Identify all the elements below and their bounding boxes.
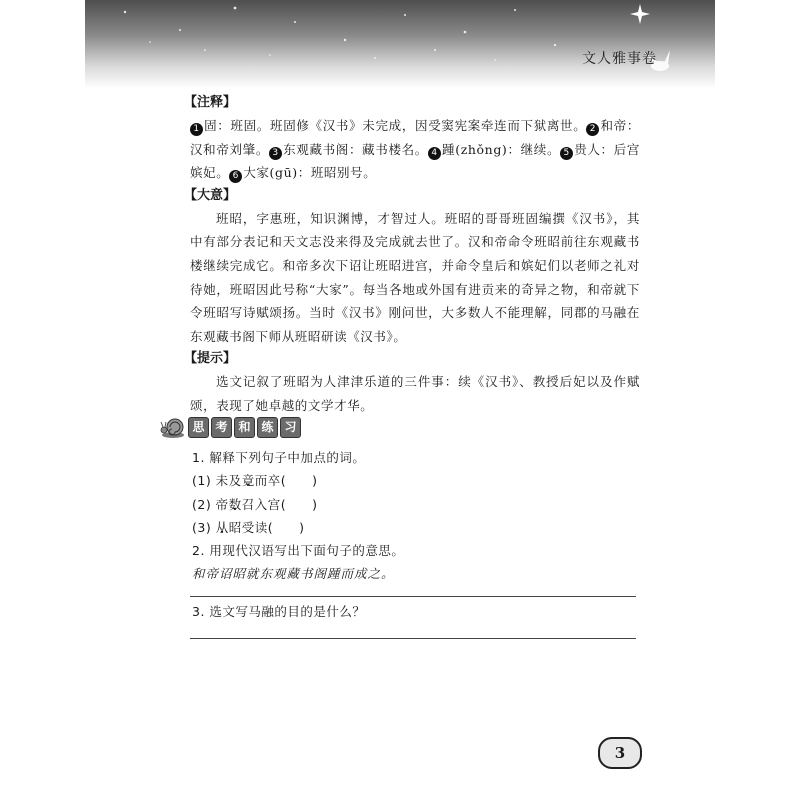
snail-icon (160, 414, 186, 440)
question-1-item-3 (192, 516, 642, 539)
note-number-6: 6 (229, 170, 242, 183)
note-number-4: 4 (428, 147, 441, 160)
note-text: 固：班固。班固修《汉书》未完成，因受窦宪案牵连而下狱离世。 (204, 118, 587, 133)
item-suffix: 召入宫( ) (241, 496, 318, 512)
exercise-banner (160, 412, 301, 442)
question-1-item-2 (192, 493, 642, 516)
question-1: 1. 解释下列句子中加点的词。 (192, 450, 366, 465)
question-2: 2. 用现代汉语写出下面句子的意思。 (192, 543, 405, 559)
notes-list (190, 114, 640, 185)
exercises-section (192, 446, 642, 586)
banner-char: 习 (280, 417, 301, 438)
item-suffix: 而卒( ) (254, 473, 318, 489)
dotted-char: 数 (228, 496, 242, 512)
note-text: 贵人：后宫嫔妃。 (190, 141, 640, 181)
notes-heading: 【注释】 (184, 95, 237, 110)
banner-char: 思 (188, 417, 209, 438)
answer-line[interactable] (190, 638, 636, 639)
hint-heading: 【提示】 (184, 351, 237, 367)
note-number-3: 3 (269, 147, 282, 160)
item-prefix: (1) 未及 (192, 473, 242, 489)
exercise-title (188, 417, 301, 438)
question-2-sentence: 和帝诏昭就东观藏书阁踵而成之。 (192, 566, 395, 582)
banner-char: 练 (257, 417, 278, 438)
note-text: 和帝：汉和帝刘肇。 (190, 118, 640, 157)
item-prefix: (2) 帝 (192, 496, 229, 512)
item-suffix: 昭受读( ) (228, 519, 305, 535)
page-number: 3 (598, 737, 642, 769)
header-banner (85, 0, 715, 88)
answer-line[interactable] (190, 596, 636, 597)
note-number-5: 5 (560, 147, 573, 160)
hint-text: 选文记叙了班昭为人津津乐道的三件事：续《汉书》、教授后妃以及作赋颂，表现了她卓越的文学才华。 (190, 374, 640, 413)
dotted-char: 竟 (241, 473, 255, 489)
volume-title: 文人雅事卷 (582, 51, 657, 67)
note-number-2: 2 (586, 123, 599, 136)
question-3: 3. 选文写马融的目的是什么？ (192, 604, 366, 619)
sparkle-decoration-icon (85, 0, 715, 88)
note-text: 大家(gū)：班昭别号。 (243, 165, 377, 181)
summary-text: 班昭，字惠班，知识渊博，才智过人。班昭的哥哥班固编撰《汉书》，其中有部分表记和天文志没来得及完成就去世了。汉和帝命令班昭前往东观藏书楼继续完成它。和帝多次下诏让班昭进宫，并命令皇后和嫔妃们以老师之礼对待她，班昭因此号称“大家”。每当各地或外国有进贡来的奇异之物，和帝就下令班昭写诗赋颂扬。当时《汉书》刚问世，大多数人不能理解，同郡的马融在东观藏书阁下师从班昭研读《汉书》。 (190, 210, 640, 344)
article-body (184, 92, 640, 418)
question-1-item-1 (192, 469, 642, 492)
summary-heading: 【大意】 (184, 187, 237, 203)
note-text: 东观藏书阁：藏书楼名。 (283, 141, 428, 157)
note-number-1: 1 (190, 123, 203, 136)
banner-char: 和 (234, 417, 255, 438)
banner-char: 考 (211, 417, 232, 438)
dotted-char: 从 (215, 519, 229, 535)
note-text: 踵(zhǒng)：继续。 (441, 141, 561, 157)
item-prefix: (3) (192, 519, 216, 535)
